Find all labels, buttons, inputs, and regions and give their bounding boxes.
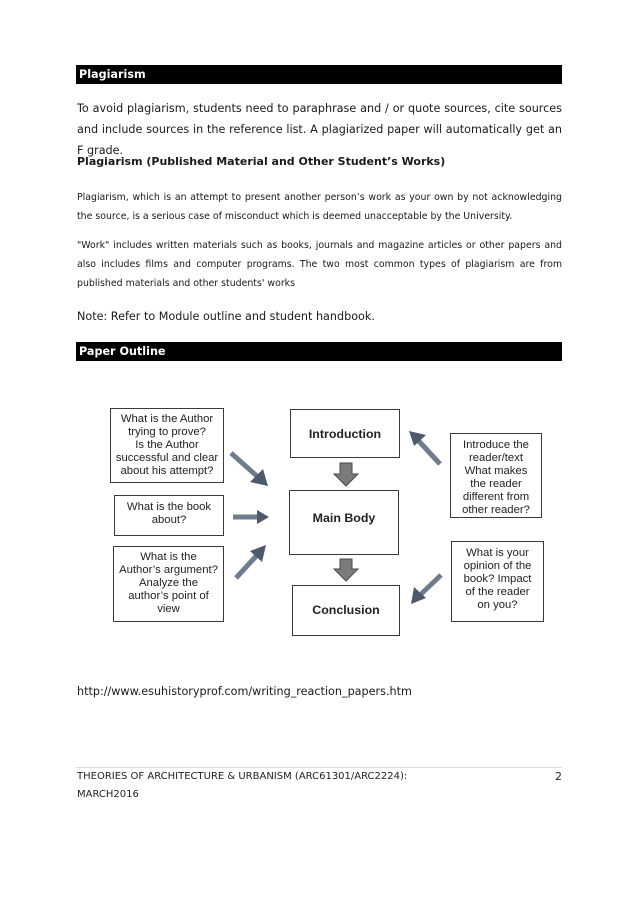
book-about-box: What is the book about? [114, 495, 224, 536]
arrow-down-icon [334, 559, 358, 581]
plagiarism-subheading: Plagiarism (Published Material and Other Student’s Works) [77, 155, 446, 168]
arrow-up-left-icon [409, 431, 440, 464]
arrow-right-icon [233, 510, 269, 524]
arrow-down-icon [334, 463, 358, 486]
introduction-box: Introduction [290, 409, 400, 458]
conclusion-box: Conclusion [292, 585, 400, 636]
plagiarism-definition: Plagiarism, which is an attempt to present another person’s work as your own by not acknowledging the source, is a serious case of misconduct which is deemed unacceptable by the University. [77, 192, 562, 222]
page-number: 2 [555, 770, 562, 783]
plagiarism-section-header: Plagiarism [76, 65, 562, 84]
author-argument-box: What is the Author’s argument? Analyze the author’s point of view [113, 546, 224, 622]
plagiarism-intro: To avoid plagiarism, students need to paraphrase and / or quote sources, cite sources and include sources in the reference list. A plagiarized paper will automatically get an F grade. [77, 102, 562, 157]
footer-course: THEORIES OF ARCHITECTURE & URBANISM (ARC61301/ARC2224): [77, 771, 408, 782]
opinion-box: What is your opinion of the book? Impact of the reader on you? [451, 541, 544, 622]
footer-date: MARCH2016 [77, 789, 139, 800]
paper-outline-section-header: Paper Outline [76, 342, 562, 361]
work-definition: "Work" includes written materials such as books, journals and magazine articles or other papers and also includes films and computer programs. The two most common types of plagiarism are from published materials and other students' works [77, 240, 562, 289]
source-link[interactable]: http://www.esuhistoryprof.com/writing_reaction_papers.htm [77, 685, 412, 698]
introduce-reader-box: Introduce the reader/text What makes the reader different from other reader? [450, 433, 542, 518]
author-prove-box: What is the Author trying to prove? Is the Author successful and clear about his attempt? [110, 408, 224, 483]
arrow-down-left-icon [411, 575, 441, 604]
arrow-up-right-icon [236, 545, 266, 578]
handbook-note: Note: Refer to Module outline and student handbook. [77, 310, 375, 323]
main-body-box: Main Body [289, 490, 399, 555]
arrow-down-right-icon [231, 453, 268, 486]
